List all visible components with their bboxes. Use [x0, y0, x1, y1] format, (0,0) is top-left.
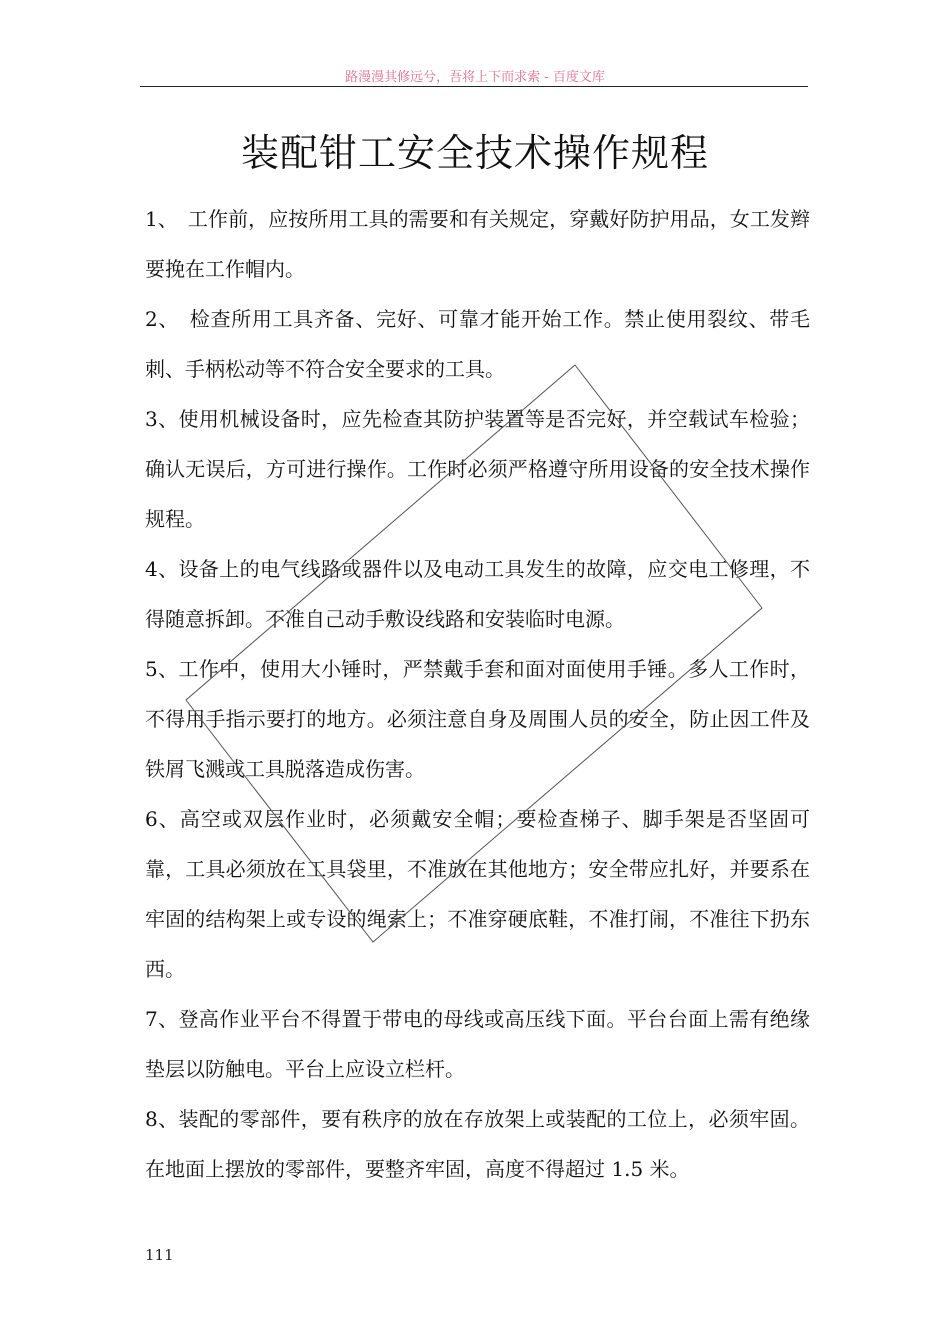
page-number: 111 [145, 1246, 174, 1264]
page-header-text: 路漫漫其修远兮，吾将上下而求索 - 百度文库 [345, 70, 605, 85]
paragraph-8: 8、装配的零部件，要有秩序的放在存放架上或装配的工位上，必须牢固。在地面上摆放的零部件，要整齐牢固，高度不得超过 1.5 米。 [145, 1107, 810, 1181]
paragraph-6: 6、高空或双层作业时，必须戴安全帽；要检查梯子、脚手架是否坚固可靠，工具必须放在工具袋里，不准放在其他地方；安全带应扎好，并要系在牢固的结构架上或专设的绳索上；不准穿硬底鞋，不准打闹，不准往下扔东西。 [145, 807, 810, 981]
paragraph-2: 2、 检查所用工具齐备、完好、可靠才能开始工作。禁止使用裂纹、带毛刺、手柄松动等不符合安全要求的工具。 [145, 307, 810, 381]
document-body [145, 194, 810, 1194]
paragraph-4: 4、设备上的电气线路或器件以及电动工具发生的故障，应交电工修理，不得随意拆卸。不准自己动手敷设线路和安装临时电源。 [145, 557, 810, 631]
paragraph-5: 5、工作中，使用大小锤时，严禁戴手套和面对面使用手锤。多人工作时，不得用手指示要打的地方。必须注意自身及周围人员的安全，防止因工件及铁屑飞溅或工具脱落造成伤害。 [145, 657, 810, 781]
paragraph-3: 3、使用机械设备时，应先检查其防护装置等是否完好，并空载试车检验；确认无误后，方可进行操作。工作时必须严格遵守所用设备的安全技术操作规程。 [145, 407, 810, 531]
header-rule [140, 86, 808, 87]
paragraph-7: 7、登高作业平台不得置于带电的母线或高压线下面。平台台面上需有绝缘垫层以防触电。平台上应设立栏杆。 [145, 1007, 810, 1081]
document-title: 装配钳工安全技术操作规程 [240, 131, 709, 175]
paragraph-1: 1、 工作前，应按所用工具的需要和有关规定，穿戴好防护用品，女工发辫要挽在工作帽内。 [145, 207, 810, 281]
